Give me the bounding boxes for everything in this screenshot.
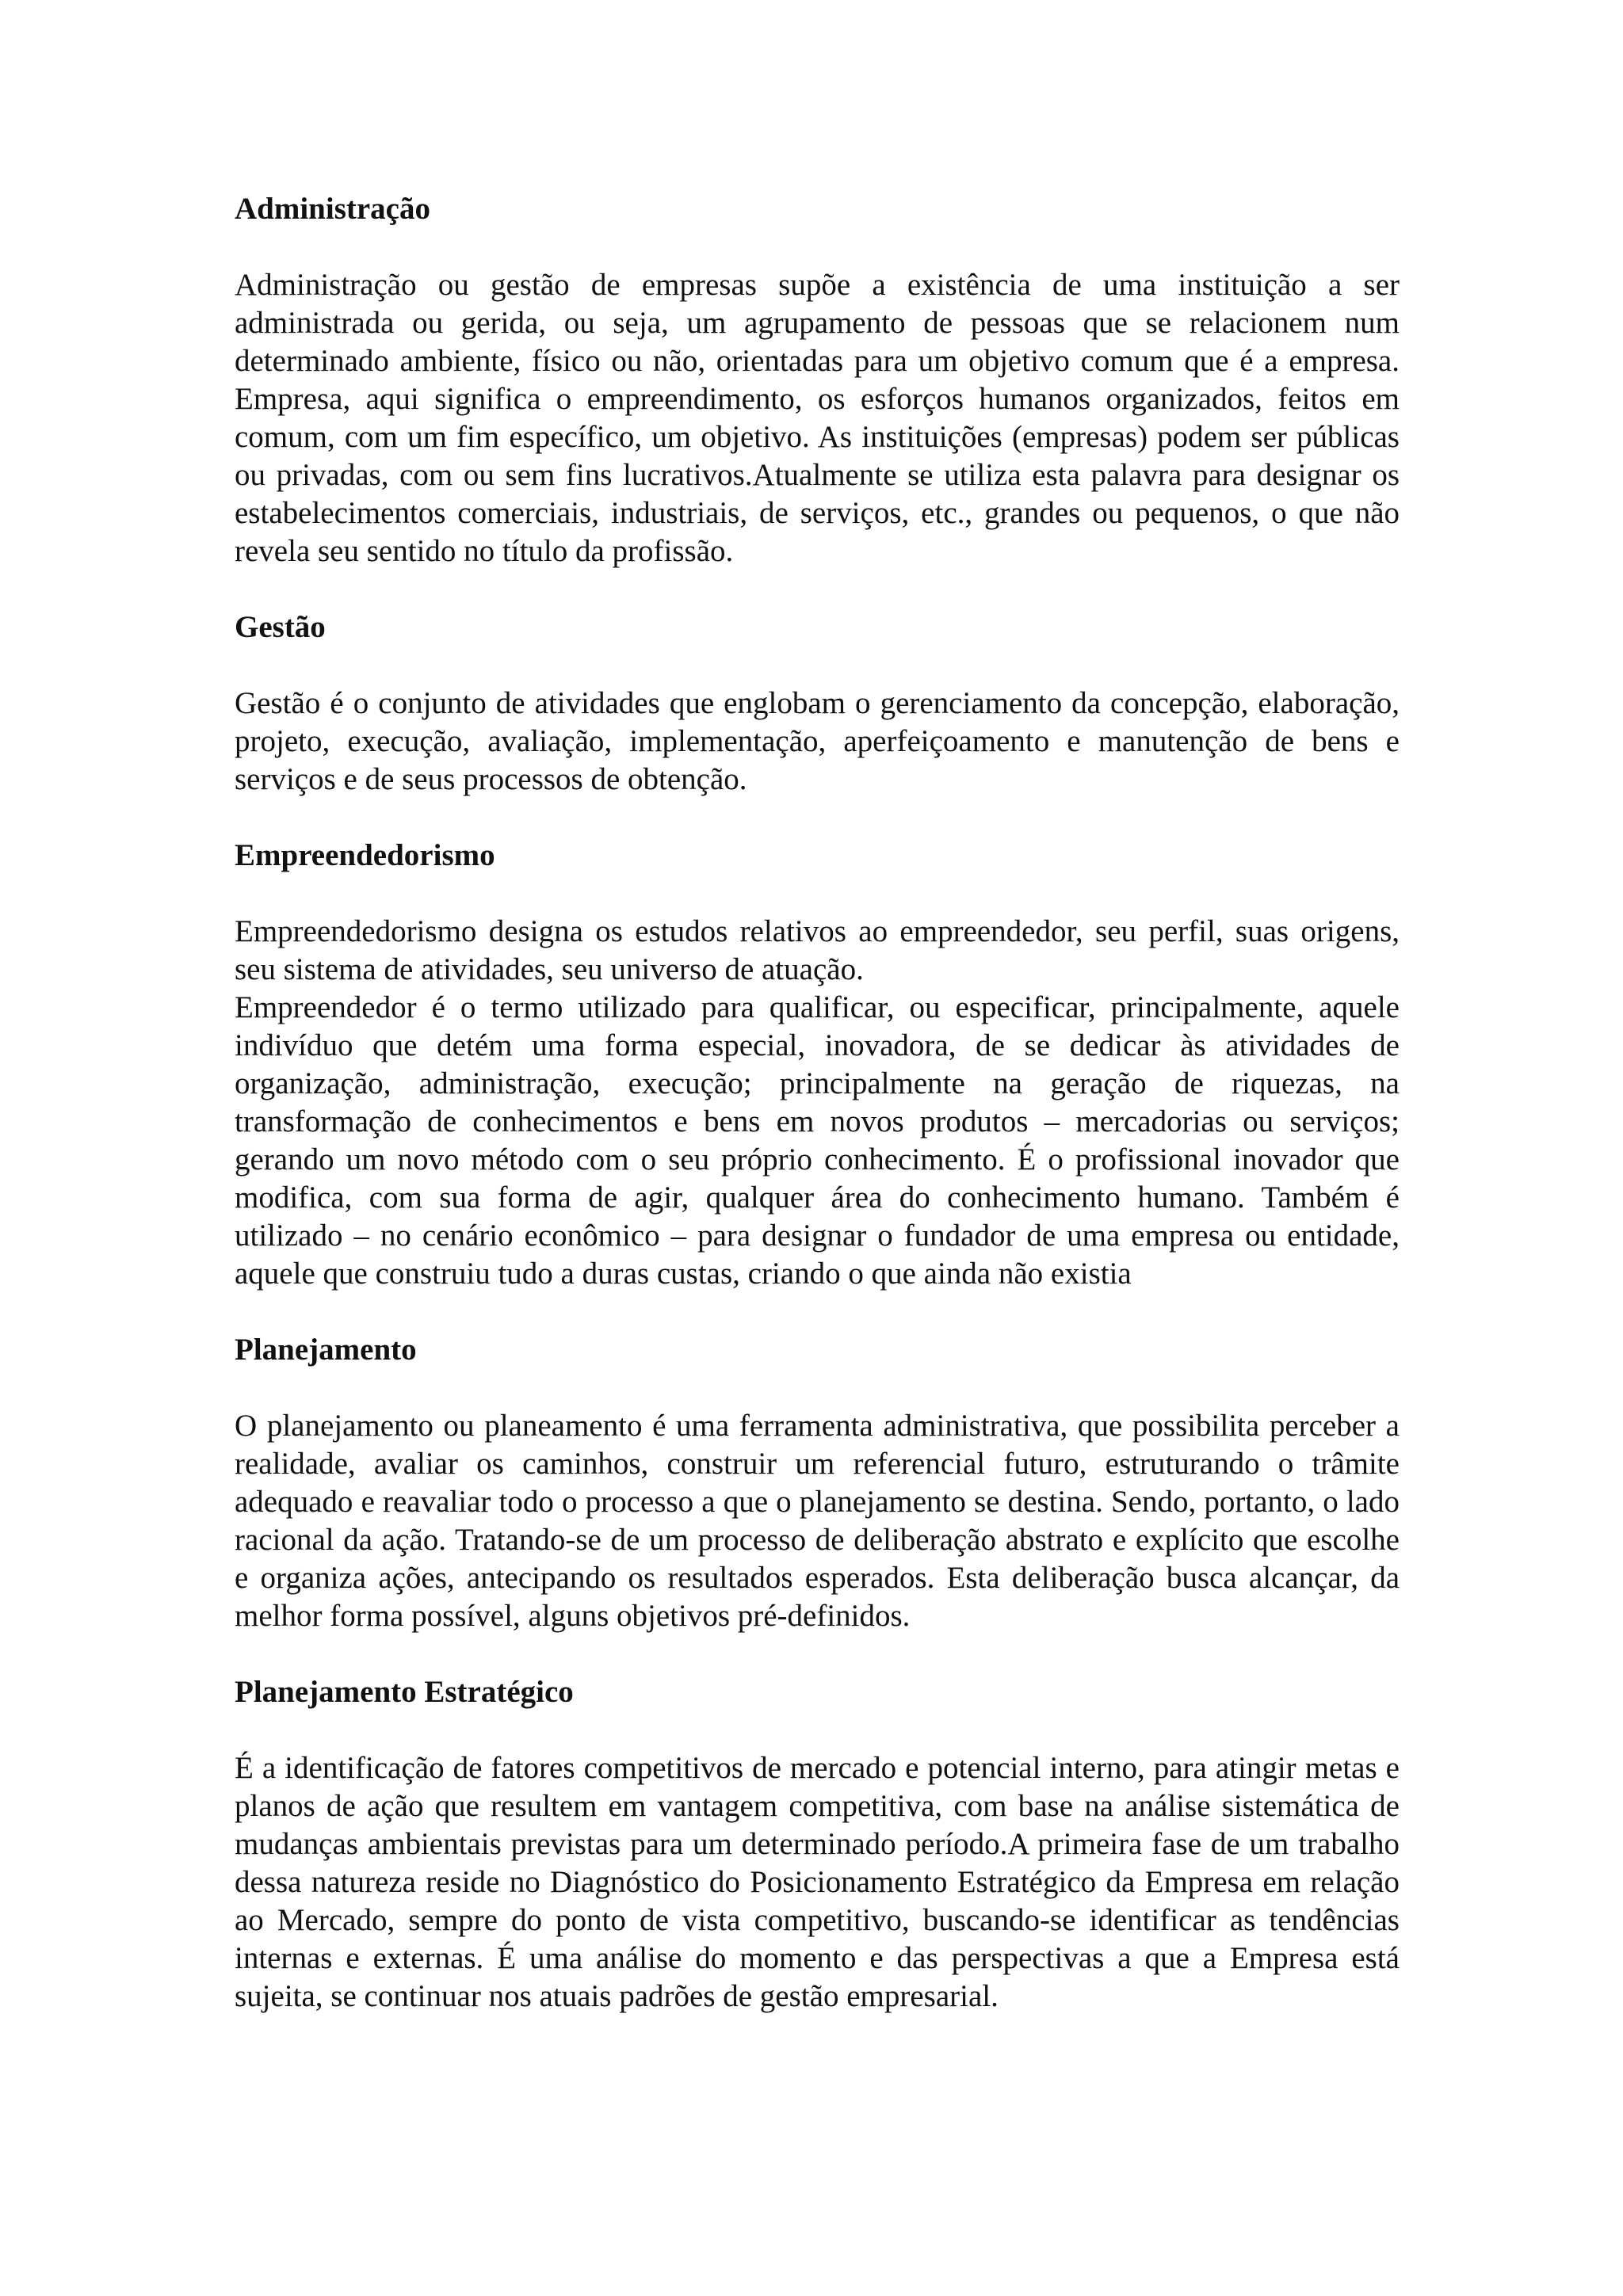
section-paragraph: O planejamento ou planeamento é uma ferramenta administrativa, que possibilita perceber a realidade, avaliar os caminhos, construir um referencial futuro, estruturando o trâmite adequado e reavaliar todo o processo a que o planejamento se destina. Sendo, portanto, o lado racional da ação. Tratando-se de um processo de deliberação abstrato e explícito que escolhe e organiza ações, antecipando os resultados esperados. Esta deliberação busca alcançar, da melhor forma possível, alguns objetivos pré-definidos. [235,1409,1400,1633]
section-heading: Empreendedorismo [235,838,495,872]
section-paragraph: É a identificação de fatores competitivos de mercado e potencial interno, para atingir metas e planos de ação que resultem em vantagem competitiva, com base na análise sistemática de mudanças ambientais previstas para um determinado período.A primeira fase de um trabalho dessa natureza reside no Diagnóstico do Posicionamento Estratégico da Empresa em relação ao Mercado, sempre do ponto de vista competitivo, buscando-se identificar as tendências internas e externas. É uma análise do momento e das perspectivas a que a Empresa está sujeita, se continuar nos atuais padrões de gestão empresarial. [235,1751,1400,2013]
section-planejamento-estrategico [235,1673,1400,2016]
section-planejamento [235,1331,1400,1635]
document-page [235,190,1400,2054]
section-paragraph: Empreendedorismo designa os estudos relativos ao empreendedor, seu perfil, suas origens, seu sistema de atividades, seu universo de atuação. [235,914,1400,986]
section-empreendedorismo [235,837,1400,1293]
section-heading: Administração [235,192,430,226]
section-heading: Gestão [235,610,326,644]
section-gestao [235,608,1400,799]
section-administracao [235,190,1400,570]
section-paragraph: Administração ou gestão de empresas supõe a existência de uma instituição a ser administrada ou gerida, ou seja, um agrupamento de pessoas que se relacionem num determinado ambiente, físico ou não, orientadas para um objetivo comum que é a empresa. Empresa, aqui significa o empreendimento, os esforços humanos organizados, feitos em comum, com um fim específico, um objetivo. As instituições (empresas) podem ser públicas ou privadas, com ou sem fins lucrativos.Atualmente se utiliza esta palavra para designar os estabelecimentos comerciais, industriais, de serviços, etc., grandes ou pequenos, o que não revela seu sentido no título da profissão. [235,268,1400,568]
section-paragraph: Gestão é o conjunto de atividades que englobam o gerenciamento da concepção, elaboração, projeto, execução, avaliação, implementação, aperfeiçoamento e manutenção de bens e serviços e de seus processos de obtenção. [235,686,1400,796]
section-heading: Planejamento Estratégico [235,1675,574,1709]
section-heading: Planejamento [235,1333,417,1367]
section-paragraph: Empreendedor é o termo utilizado para qualificar, ou especificar, principalmente, aquele indivíduo que detém uma forma especial, inovadora, de se dedicar às atividades de organização, administração, execução; principalmente na geração de riquezas, na transformação de conhecimentos e bens em novos produtos – mercadorias ou serviços; gerando um novo método com o seu próprio conhecimento. É o profissional inovador que modifica, com sua forma de agir, qualquer área do conhecimento humano. Também é utilizado – no cenário econômico – para designar o fundador de uma empresa ou entidade, aquele que construiu tudo a duras custas, criando o que ainda não existia [235,990,1400,1291]
